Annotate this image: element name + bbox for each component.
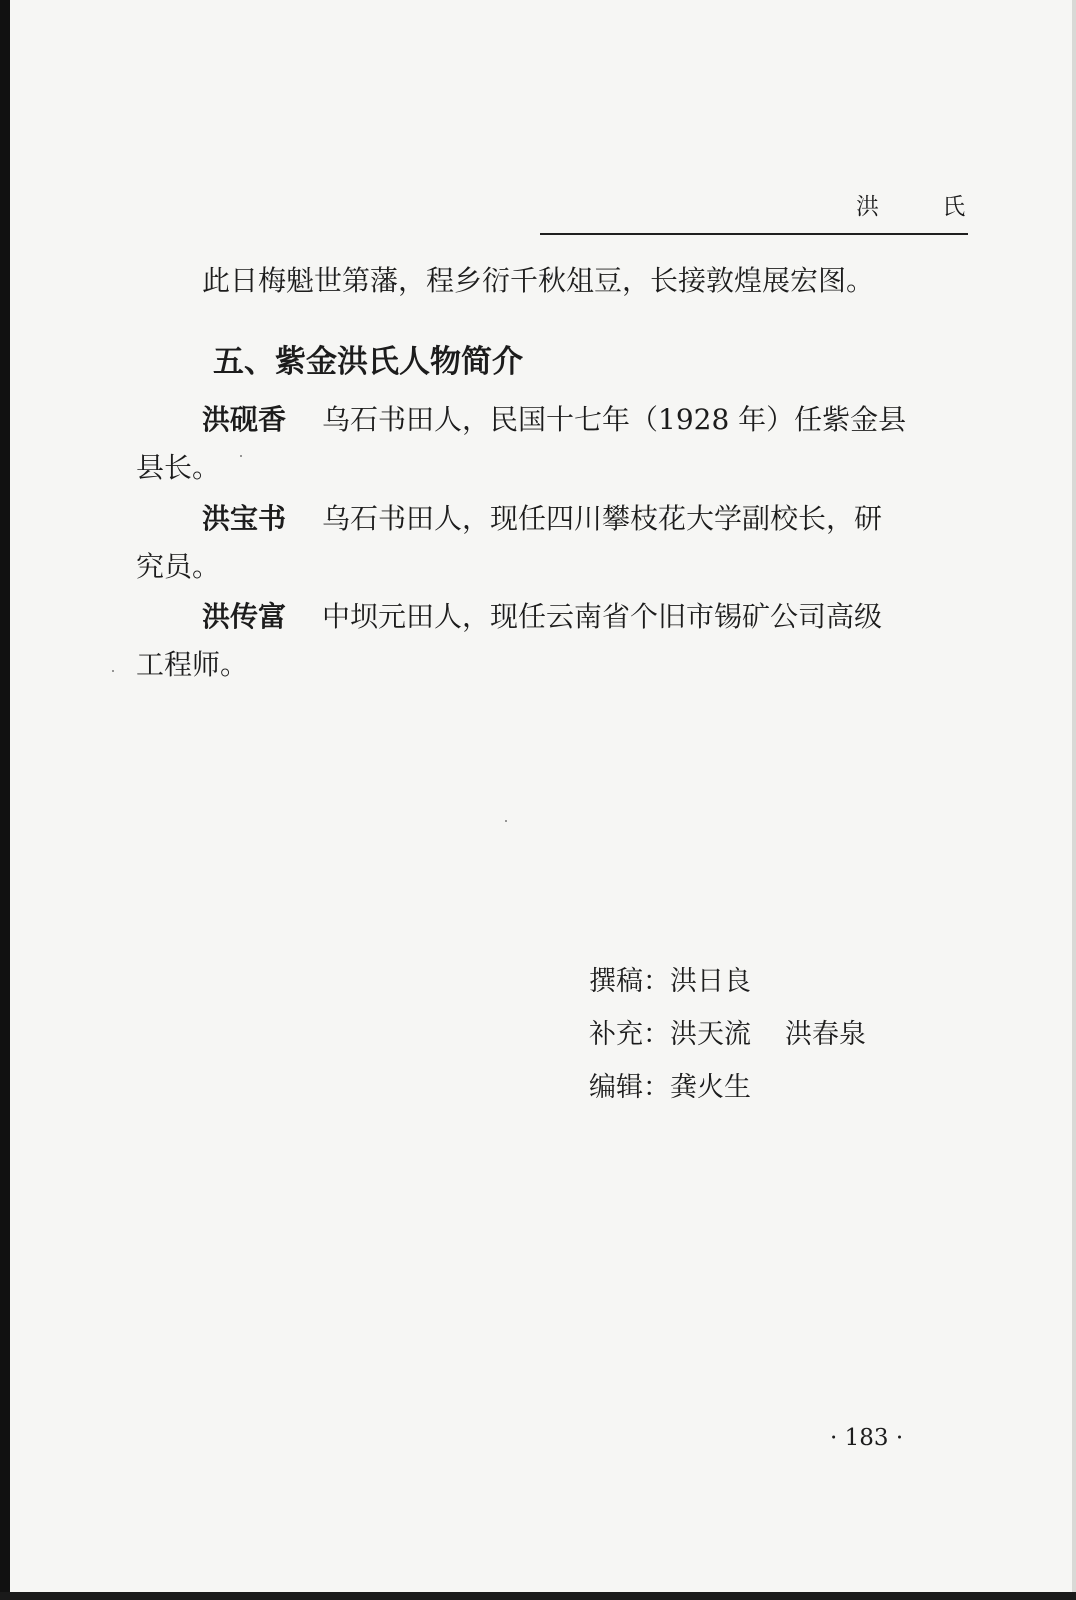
person-entry-2-line-2: 究员。	[136, 550, 221, 583]
editor-credit: 编辑：龚火生	[589, 1072, 751, 1103]
page-number: · 183 ·	[830, 1425, 904, 1451]
supplement-second: 洪春泉	[785, 1019, 866, 1050]
left-scan-edge	[0, 0, 10, 1600]
person-entry-1-line-1	[202, 403, 907, 436]
person-description: 乌石书田人，民国十七年（1928 年）任紫金县	[322, 403, 907, 436]
person-description: 中坝元田人，现任云南省个旧市锡矿公司高级	[322, 600, 883, 633]
person-entry-1-line-2: 县长。	[136, 451, 221, 484]
section-heading: 五、紫金洪氏人物简介	[213, 344, 523, 380]
person-description: 乌石书田人，现任四川攀枝花大学副校长，研	[322, 502, 883, 535]
header-rule	[540, 233, 968, 235]
scan-speck	[505, 820, 507, 822]
scan-speck	[112, 670, 114, 672]
supplement-credit	[589, 1008, 866, 1061]
right-scan-edge	[1072, 0, 1076, 1600]
person-name: 洪砚香	[202, 403, 287, 436]
author-credit: 撰稿：洪日良	[589, 966, 751, 997]
intro-line: 此日梅魁世第藩，程乡衍千秋俎豆，长接敦煌展宏图。	[202, 264, 875, 297]
bottom-scan-edge	[0, 1592, 1076, 1600]
scan-speck	[240, 455, 242, 457]
person-entry-3-line-1	[202, 600, 883, 633]
supplement-first: 补充：洪天流	[589, 1019, 751, 1050]
person-name: 洪宝书	[202, 502, 287, 535]
running-header-title: 洪 氏	[856, 194, 994, 220]
person-entry-2-line-1	[202, 502, 883, 535]
credits-block	[589, 955, 866, 1114]
person-name: 洪传富	[202, 600, 287, 633]
person-entry-3-line-2: 工程师。	[136, 648, 249, 681]
